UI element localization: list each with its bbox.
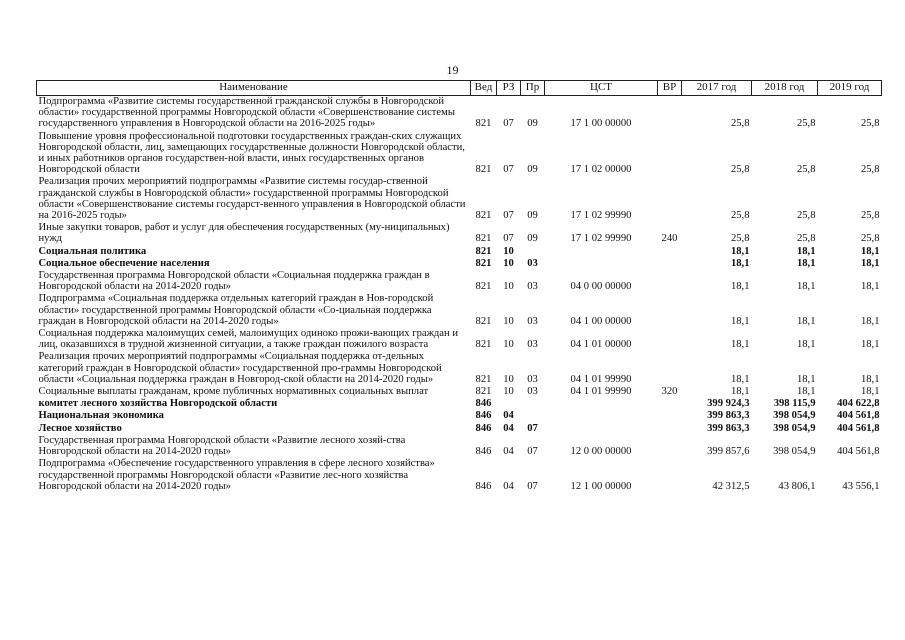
- cell-2017: 399 857,6: [707, 446, 750, 458]
- cell-ved: 821: [475, 281, 492, 293]
- cell-ved: 821: [475, 118, 492, 130]
- cell-pr: 09: [527, 210, 538, 222]
- cell-ved: 846: [475, 480, 492, 492]
- cell-2017: 25,8: [730, 233, 750, 245]
- cell-pr: 03: [527, 257, 538, 269]
- cell-pr: 07: [527, 446, 538, 458]
- cell-name: Социальные выплаты гражданам, кроме публичных нормативных социальных выплат: [38, 386, 429, 398]
- cell-2018: 18,1: [796, 315, 816, 327]
- cell-2019: 18,1: [860, 373, 880, 385]
- cell-2018: 18,1: [796, 386, 816, 398]
- cell-2019: 25,8: [860, 164, 880, 176]
- cell-2018: 398 054,9: [773, 446, 816, 458]
- cell-2017: 25,8: [730, 210, 750, 222]
- table-header-row: [37, 81, 882, 96]
- header-2017: 2017 год: [682, 81, 752, 96]
- cell-vr: [658, 458, 682, 493]
- cell-2017: 399 863,3: [707, 422, 750, 434]
- table-row: [37, 423, 882, 435]
- cell-cst: 04 1 01 00000: [570, 339, 632, 351]
- cell-2017: 18,1: [730, 373, 750, 385]
- cell-cst: 17 1 02 99990: [570, 233, 632, 245]
- cell-vr: [658, 351, 682, 386]
- cell-2019: 25,8: [860, 118, 880, 130]
- cell-rz: 10: [503, 386, 514, 398]
- cell-2017: 25,8: [730, 164, 750, 176]
- table-row: [37, 398, 882, 410]
- cell-cst: 17 1 02 00000: [570, 164, 632, 176]
- page-number: 19: [446, 63, 459, 77]
- header-vr: ВР: [658, 81, 682, 96]
- cell-pr: 09: [527, 118, 538, 130]
- cell-2019: 404 561,8: [837, 446, 880, 458]
- cell-rz: 10: [503, 257, 514, 269]
- cell-2017: 18,1: [730, 315, 750, 327]
- cell-name: Реализация прочих мероприятий подпрограммы «Социальная поддержка от-дельных категорий граждан в Новгородской области» государственной про-граммы Новгородской области «Социальная поддержка граждан в Новгород-ской области на 2014-2020 годы»: [38, 351, 442, 385]
- header-rz: РЗ: [497, 81, 521, 96]
- cell-pr: [521, 410, 545, 422]
- cell-vr: [658, 258, 682, 270]
- cell-2018: 398 054,9: [773, 422, 816, 434]
- cell-pr: 03: [527, 281, 538, 293]
- cell-cst: [545, 246, 658, 258]
- cell-2018: 398 054,9: [773, 410, 816, 422]
- cell-vr: [658, 270, 682, 293]
- cell-name: Социальное обеспечение населения: [38, 257, 210, 269]
- cell-cst: 04 1 01 99990: [570, 386, 632, 398]
- cell-ved: 821: [475, 257, 492, 269]
- cell-ved: 846: [475, 398, 492, 410]
- header-cst: ЦСТ: [545, 81, 658, 96]
- table-row: [37, 246, 882, 258]
- cell-2017: 18,1: [730, 245, 750, 257]
- cell-rz: 04: [503, 480, 514, 492]
- table-row: [37, 131, 882, 177]
- cell-name: Национальная экономика: [38, 410, 164, 422]
- cell-cst: 04 1 00 00000: [570, 315, 632, 327]
- cell-ved: 821: [475, 233, 492, 245]
- cell-rz: 04: [503, 446, 514, 458]
- cell-vr: [658, 423, 682, 435]
- cell-ved: 821: [475, 164, 492, 176]
- cell-2019: 25,8: [860, 233, 880, 245]
- table-row: [37, 176, 882, 222]
- cell-ved: 846: [475, 422, 492, 434]
- cell-ved: 846: [475, 410, 492, 422]
- cell-ved: 821: [475, 210, 492, 222]
- cell-name: Повышение уровня профессиональной подготовки государственных граждан-ских служащих Новгородской области, лиц, замещающих государственные должности Новгородской области, и иных работников органов государствен-ной власти, иных государственных органов Новгородской области: [38, 130, 465, 176]
- cell-2019: 404 561,8: [837, 422, 880, 434]
- cell-rz: 07: [503, 118, 514, 130]
- cell-2019: 43 556,1: [842, 480, 880, 492]
- cell-2017: 42 312,5: [712, 480, 750, 492]
- cell-vr: 320: [661, 386, 678, 398]
- table-row: [37, 435, 882, 458]
- cell-name: Иные закупки товаров, работ и услуг для обеспечения государственных (му-ниципальных) нужд: [38, 222, 450, 245]
- cell-vr: [658, 131, 682, 177]
- header-pr: Пр: [521, 81, 545, 96]
- cell-vr: [658, 96, 682, 131]
- cell-2017: 18,1: [730, 386, 750, 398]
- table-row: [37, 270, 882, 293]
- table-row: [37, 410, 882, 422]
- cell-pr: 03: [527, 373, 538, 385]
- cell-pr: 07: [527, 480, 538, 492]
- header-2019: 2019 год: [818, 81, 882, 96]
- header-ved: Вед: [471, 81, 497, 96]
- cell-rz: 10: [503, 281, 514, 293]
- budget-table: [36, 80, 882, 493]
- cell-cst: 12 0 00 00000: [570, 446, 632, 458]
- cell-cst: 17 1 00 00000: [570, 118, 632, 130]
- cell-cst: 17 1 02 99990: [570, 210, 632, 222]
- cell-vr: [658, 435, 682, 458]
- cell-name: Реализация прочих мероприятий подпрограммы «Развитие системы государ-ственной гражданской службы в Новгородской области» государственной программы Новгородской области «Совершенствование системы государст-венного управления в Новгородской области на 2016-2025 годы»: [38, 176, 466, 222]
- cell-2019: 18,1: [860, 339, 880, 351]
- cell-rz: [497, 398, 521, 410]
- cell-ved: 821: [475, 245, 492, 257]
- cell-pr: 07: [527, 422, 538, 434]
- cell-2017: 399 924,3: [707, 398, 750, 410]
- cell-rz: 07: [503, 164, 514, 176]
- table-row: [37, 328, 882, 351]
- cell-rz: 10: [503, 373, 514, 385]
- cell-cst: [545, 398, 658, 410]
- cell-2019: 404 561,8: [837, 410, 880, 422]
- cell-2018: 25,8: [796, 164, 816, 176]
- cell-cst: 04 1 01 99990: [570, 373, 632, 385]
- cell-rz: 07: [503, 210, 514, 222]
- cell-ved: 821: [475, 373, 492, 385]
- cell-ved: 821: [475, 339, 492, 351]
- cell-cst: [545, 410, 658, 422]
- cell-2019: 18,1: [860, 315, 880, 327]
- header-2018: 2018 год: [752, 81, 818, 96]
- cell-2018: 18,1: [796, 339, 816, 351]
- cell-2019: 18,1: [860, 386, 880, 398]
- cell-vr: [658, 410, 682, 422]
- cell-2018: 25,8: [796, 118, 816, 130]
- cell-2019: 25,8: [860, 210, 880, 222]
- cell-2018: 18,1: [796, 281, 816, 293]
- cell-pr: [521, 398, 545, 410]
- cell-cst: 04 0 00 00000: [570, 281, 632, 293]
- cell-ved: 821: [475, 386, 492, 398]
- cell-vr: 240: [661, 233, 678, 245]
- table-row: [37, 222, 882, 245]
- cell-name: Подпрограмма «Обеспечение государственного управления в сфере лесного хозяйства» государственной программы Новгородской области «Развитие лес-ного хозяйства Новгородской области на 2014-2020 годы»: [38, 458, 435, 492]
- cell-2018: 18,1: [796, 245, 816, 257]
- table-row: [37, 351, 882, 386]
- cell-2018: 18,1: [796, 373, 816, 385]
- cell-ved: 846: [475, 446, 492, 458]
- cell-2017: 399 863,3: [707, 410, 750, 422]
- cell-2018: 398 115,9: [773, 398, 816, 410]
- cell-pr: 03: [527, 315, 538, 327]
- cell-rz: 10: [503, 245, 514, 257]
- cell-name: комитет лесного хозяйства Новгородской области: [38, 398, 278, 410]
- table-body: [37, 96, 882, 493]
- cell-vr: [658, 176, 682, 222]
- cell-rz: 04: [503, 410, 514, 422]
- cell-rz: 07: [503, 233, 514, 245]
- cell-name: Социальная поддержка малоимущих семей, малоимущих одиноко прожи-вающих граждан и лиц, оказавшихся в трудной жизненной ситуации, а также граждан пожилого возраста: [38, 328, 458, 351]
- header-name: Наименование: [37, 81, 471, 96]
- cell-name: Подпрограмма «Развитие системы государственной гражданской службы в Новгородской области» государственной программы Новгородской области «Совершенствование системы государственного управления в Новгородской области на 2016-2025 годы»: [38, 96, 455, 130]
- cell-pr: [521, 246, 545, 258]
- cell-cst: 12 1 00 00000: [570, 480, 632, 492]
- cell-2017: 25,8: [730, 118, 750, 130]
- table-row: [37, 293, 882, 328]
- cell-name: Государственная программа Новгородской области «Социальная поддержка граждан в Новгородской области на 2014-2020 годы»: [38, 270, 430, 293]
- cell-pr: 09: [527, 164, 538, 176]
- cell-2018: 25,8: [796, 210, 816, 222]
- cell-2018: 43 806,1: [778, 480, 816, 492]
- cell-pr: 03: [527, 339, 538, 351]
- cell-vr: [658, 398, 682, 410]
- cell-2019: 18,1: [860, 257, 880, 269]
- cell-vr: [658, 328, 682, 351]
- cell-rz: 10: [503, 315, 514, 327]
- cell-rz: 04: [503, 422, 514, 434]
- cell-cst: [545, 423, 658, 435]
- cell-2018: 18,1: [796, 257, 816, 269]
- cell-name: Государственная программа Новгородской области «Развитие лесного хозяй-ства Новгородской области на 2014-2020 годы»: [38, 434, 406, 458]
- cell-cst: [545, 258, 658, 270]
- table-row: [37, 258, 882, 270]
- cell-2018: 25,8: [796, 233, 816, 245]
- cell-2017: 18,1: [730, 257, 750, 269]
- cell-name: Подпрограмма «Социальная поддержка отдельных категорий граждан в Нов-городской области» государственной программы Новгородской области «Со-циальная поддержка граждан в Новгородской области на 2014-2020 годы»: [38, 293, 434, 327]
- table-row: [37, 96, 882, 131]
- table-row: [37, 458, 882, 493]
- cell-2017: 18,1: [730, 339, 750, 351]
- cell-2019: 18,1: [860, 245, 880, 257]
- cell-name: Социальная политика: [38, 245, 147, 257]
- cell-vr: [658, 246, 682, 258]
- cell-2019: 404 622,8: [837, 398, 880, 410]
- cell-2019: 18,1: [860, 281, 880, 293]
- cell-vr: [658, 293, 682, 328]
- cell-pr: 03: [527, 386, 538, 398]
- cell-name: Лесное хозяйство: [38, 422, 122, 434]
- cell-rz: 10: [503, 339, 514, 351]
- table-row: [37, 386, 882, 398]
- cell-ved: 821: [475, 315, 492, 327]
- cell-pr: 09: [527, 233, 538, 245]
- cell-2017: 18,1: [730, 281, 750, 293]
